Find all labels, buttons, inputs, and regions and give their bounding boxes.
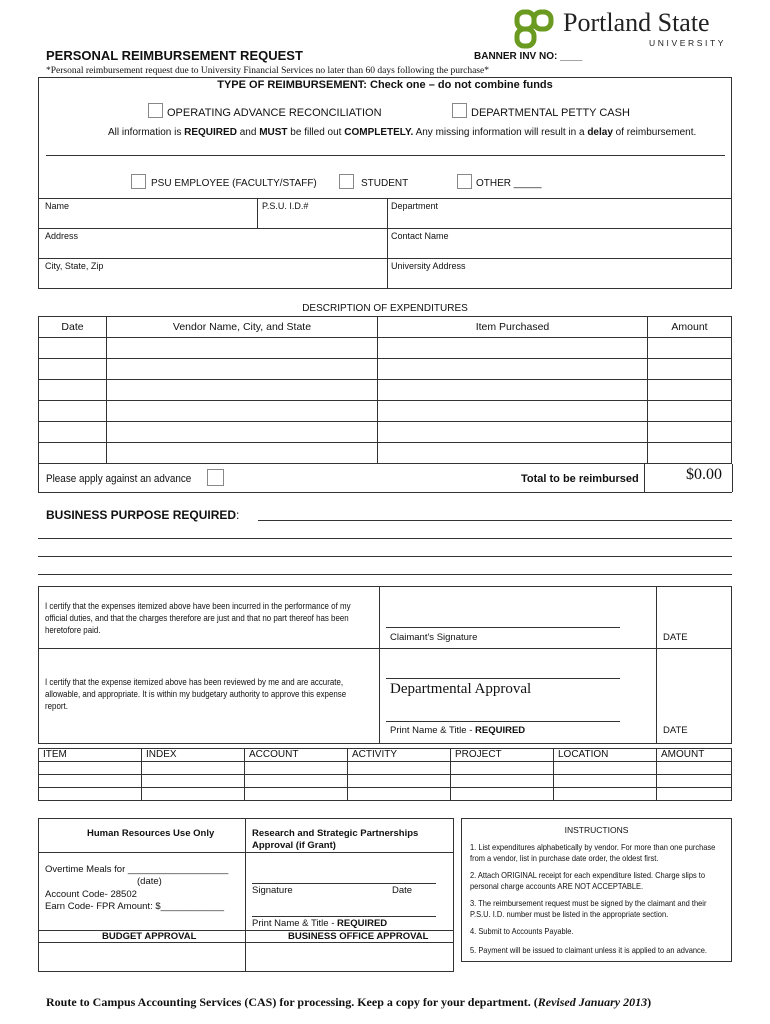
cert-col-line-1: [379, 586, 380, 744]
date-cell[interactable]: [39, 401, 107, 422]
expenditures-title: DESCRIPTION OF EXPENDITURES: [302, 303, 468, 314]
vendor-cell[interactable]: [107, 359, 378, 380]
advance-label-text: Please apply against an advance: [46, 473, 192, 485]
req-i: of reimbursement.: [612, 127, 697, 138]
table-row: [39, 401, 732, 422]
section-divider: [46, 155, 725, 156]
footer-text: Route to Campus Accounting Services (CAS) for processing. Keep a copy for your department. (: [46, 995, 538, 1009]
table-row: [39, 443, 732, 464]
address-label: Address: [45, 231, 79, 241]
psu-id-field[interactable]: [262, 201, 308, 211]
payee-row-line-2: [38, 258, 732, 259]
logo-mark-icon: [513, 9, 557, 51]
purpose-label: [46, 508, 239, 522]
psu-logo: [513, 9, 728, 51]
overtime-text: Overtime Meals for ___________________: [45, 864, 229, 875]
petty-cash-checkbox[interactable]: [452, 103, 467, 118]
business-approval: BUSINESS OFFICE APPROVAL: [288, 931, 429, 942]
univ-address-label: University Address: [391, 261, 466, 271]
item-cell[interactable]: [378, 422, 648, 443]
vendor-cell[interactable]: [107, 380, 378, 401]
due-note: *Personal reimbursement request due to University Financial Services no later than 60 days following the purchase*: [46, 66, 489, 76]
req-a: All information is: [108, 127, 185, 138]
col-project: PROJECT: [451, 749, 554, 762]
hr-date-label: (date): [137, 876, 162, 887]
claimant-signature-label: Claimant's Signature: [390, 632, 478, 643]
payee-grid-top: [38, 198, 732, 199]
coding-cell[interactable]: [142, 788, 245, 801]
certify-text-2: I certify that the expense itemized above has been reviewed by me and are accurate, allowable, and appropriate. It is within my budgetary authority to approve this expense report.: [45, 677, 347, 711]
univ-address-field[interactable]: [391, 261, 466, 271]
other-checkbox[interactable]: [457, 174, 472, 189]
col-date: Date: [39, 317, 107, 338]
req-h: delay: [587, 127, 613, 138]
rsp-date-label: Date: [392, 885, 413, 896]
print-name-text: Print Name & Title -: [390, 725, 475, 736]
expenditures-table: [38, 316, 732, 464]
item-cell[interactable]: [378, 338, 648, 359]
banner-inv-field[interactable]: ____: [560, 51, 583, 62]
col-item: Item Purchased: [378, 317, 648, 338]
other-label-text: OTHER: [476, 178, 511, 189]
table-row: [39, 380, 732, 401]
coding-cell[interactable]: [245, 762, 348, 775]
student-checkbox[interactable]: [339, 174, 354, 189]
table-row: [39, 359, 732, 380]
purpose-line-1[interactable]: [258, 520, 732, 521]
name-field[interactable]: [45, 201, 69, 211]
claimant-signature-line[interactable]: [386, 627, 620, 628]
col-activity: ACTIVITY: [348, 749, 451, 762]
print-name-label: [390, 725, 525, 736]
form-title: PERSONAL REIMBURSEMENT REQUEST: [46, 48, 303, 63]
employee-checkbox[interactable]: [131, 174, 146, 189]
coding-cell[interactable]: [451, 788, 554, 801]
coding-cell[interactable]: [554, 775, 657, 788]
advance-checkbox[interactable]: [207, 469, 224, 486]
vendor-cell[interactable]: [107, 422, 378, 443]
footer-close: ): [647, 995, 652, 1009]
purpose-line-3[interactable]: [38, 556, 732, 557]
amount-cell[interactable]: [648, 380, 732, 401]
payee-row-line-1: [38, 228, 732, 229]
rsp-print-text: Print Name & Title -: [252, 918, 337, 929]
date-label-1: DATE: [663, 632, 688, 643]
banner-label-text: BANNER INV NO:: [474, 51, 558, 62]
vendor-cell[interactable]: [107, 338, 378, 359]
date-label-2: DATE: [663, 725, 688, 736]
total-row-bottom: [38, 492, 732, 493]
rsp-print-label: [252, 918, 387, 929]
amount-cell[interactable]: [648, 359, 732, 380]
item-cell[interactable]: [378, 359, 648, 380]
instruction-3: 3. The reimbursement request must be signed by the claimant and their P.S.U. I.D. number must be listed in the appropriate section.: [470, 898, 707, 919]
instruction-1: 1. List expenditures alphabetically by vendor. For more than one purchase from a vendor, list in purchase date order, the oldest first.: [470, 842, 716, 863]
approval-signature-line[interactable]: [386, 678, 620, 679]
amount-cell[interactable]: [648, 422, 732, 443]
col-location: LOCATION: [554, 749, 657, 762]
certify-text-1: I certify that the expenses itemized above have been incurred in the performance of my official duties, and that the charges therefore are just and that no part thereof has been heretofore paid.: [45, 601, 351, 635]
instruction-4: 4. Submit to Accounts Payable.: [470, 926, 574, 936]
item-cell[interactable]: [378, 401, 648, 422]
hr-title: Human Resources Use Only: [87, 828, 215, 839]
req-e: be filled out: [287, 127, 345, 138]
total-label: Total to be reimbursed: [521, 473, 639, 485]
contact-field[interactable]: [391, 231, 449, 241]
purpose-colon: :: [236, 508, 240, 522]
logo-sub: UNIVERSITY: [649, 38, 727, 48]
petty-cash-label: DEPARTMENTAL PETTY CASH: [471, 107, 630, 119]
col-item-code: ITEM: [39, 749, 142, 762]
instructions-title: INSTRUCTIONS: [564, 825, 629, 835]
coding-cell[interactable]: [554, 788, 657, 801]
cert-col-line-2: [656, 586, 657, 744]
rsp-title: Research and Strategic Partnerships Approval (if Grant): [252, 828, 419, 851]
rsp-signature-label: Signature: [252, 885, 293, 896]
psu-id-label: P.S.U. I.D.#: [262, 201, 309, 211]
coding-cell[interactable]: [142, 775, 245, 788]
col-amount: Amount: [648, 317, 732, 338]
city-label: City, State, Zip: [45, 261, 104, 271]
total-amount-sep: [644, 464, 645, 492]
student-label: STUDENT: [361, 178, 409, 189]
col-index: INDEX: [142, 749, 245, 762]
footer-note: [46, 995, 651, 1010]
req-c: and: [236, 127, 260, 138]
expenditures-header-row: [39, 317, 732, 338]
coding-cell[interactable]: [39, 762, 142, 775]
col-vendor: Vendor Name, City, and State: [107, 317, 378, 338]
approvals-header-line: [38, 852, 454, 853]
operating-advance-checkbox[interactable]: [148, 103, 163, 118]
payee-col-line-2: [387, 198, 388, 288]
name-label: Name: [45, 201, 70, 211]
date-cell[interactable]: [39, 359, 107, 380]
table-row: [39, 422, 732, 443]
contact-label: Contact Name: [391, 231, 449, 241]
coding-cell[interactable]: [451, 762, 554, 775]
other-label: [476, 178, 542, 189]
approvals-footer-line-bottom: [38, 942, 454, 943]
amount-cell[interactable]: [648, 338, 732, 359]
coding-cell[interactable]: [348, 775, 451, 788]
address-field[interactable]: [45, 231, 78, 241]
required-note: [108, 127, 696, 138]
banner-label: [474, 51, 582, 62]
table-row: [39, 762, 732, 775]
table-row: [39, 788, 732, 801]
logo-name: Portland State: [563, 8, 710, 37]
coding-cell[interactable]: [451, 775, 554, 788]
coding-cell[interactable]: [348, 788, 451, 801]
account-code: Account Code- 28502: [45, 889, 137, 900]
date-cell[interactable]: [39, 422, 107, 443]
purpose-label-text: BUSINESS PURPOSE REQUIRED: [46, 508, 237, 522]
instruction-2: 2. Attach ORIGINAL receipt for each expenditure listed. Charge slips to personal charge accounts ARE NOT ACCEPTABLE.: [470, 870, 706, 891]
coding-cell[interactable]: [554, 762, 657, 775]
coding-cell[interactable]: [657, 775, 732, 788]
coding-cell[interactable]: [348, 762, 451, 775]
overtime-field[interactable]: [45, 864, 228, 875]
rsp-print-line[interactable]: [252, 916, 436, 917]
req-d: MUST: [259, 127, 288, 138]
departmental-approval: Departmental Approval: [390, 681, 532, 697]
rsp-print-required: REQUIRED: [337, 918, 388, 929]
type-title: TYPE OF REIMBURSEMENT: Check one – do not combine funds: [217, 79, 553, 91]
print-required: REQUIRED: [475, 725, 526, 736]
total-value: $0.00: [686, 466, 722, 483]
advance-label: [46, 473, 207, 485]
coding-cell[interactable]: [657, 788, 732, 801]
coding-header-row: [39, 749, 732, 762]
item-cell[interactable]: [378, 380, 648, 401]
coding-cell[interactable]: [39, 788, 142, 801]
payee-col-line-1: [257, 198, 258, 228]
coding-cell[interactable]: [245, 788, 348, 801]
rsp-signature-line[interactable]: [252, 883, 436, 884]
coding-cell[interactable]: [142, 762, 245, 775]
department-field[interactable]: [391, 201, 438, 211]
amount-cell[interactable]: [648, 443, 732, 464]
total-row-right: [732, 464, 733, 492]
city-field[interactable]: [45, 261, 103, 271]
budget-approval: BUDGET APPROVAL: [102, 931, 197, 942]
req-b: REQUIRED: [184, 127, 237, 138]
earn-field[interactable]: [45, 901, 224, 912]
total-row-left: [38, 464, 39, 492]
department-label: Department: [391, 201, 439, 211]
cert-divider: [38, 648, 732, 649]
coding-cell[interactable]: [245, 775, 348, 788]
instruction-5: 5. Payment will be issued to claimant unless it is applied to an advance.: [470, 945, 708, 955]
req-g: Any missing information will result in a: [413, 127, 588, 138]
date-cell[interactable]: [39, 380, 107, 401]
approvals-col-line: [245, 818, 246, 972]
footer-revised: Revised January 2013: [537, 995, 648, 1009]
employee-label: PSU EMPLOYEE (FACULTY/STAFF): [151, 178, 317, 189]
earn-text: Earn Code- FPR Amount: $____________: [45, 901, 225, 912]
coding-cell[interactable]: [657, 762, 732, 775]
amount-cell[interactable]: [648, 401, 732, 422]
table-row: [39, 775, 732, 788]
operating-advance-label: OPERATING ADVANCE RECONCILIATION: [167, 107, 382, 119]
date-cell[interactable]: [39, 443, 107, 464]
item-cell[interactable]: [378, 443, 648, 464]
coding-table: [38, 748, 732, 801]
date-cell[interactable]: [39, 338, 107, 359]
vendor-cell[interactable]: [107, 443, 378, 464]
purpose-line-4[interactable]: [38, 574, 732, 575]
coding-cell[interactable]: [39, 775, 142, 788]
col-amount-code: AMOUNT: [657, 749, 732, 762]
req-f: COMPLETELY.: [344, 127, 414, 138]
purpose-line-2[interactable]: [38, 538, 732, 539]
table-row: [39, 338, 732, 359]
col-account: ACCOUNT: [245, 749, 348, 762]
vendor-cell[interactable]: [107, 401, 378, 422]
print-name-line[interactable]: [386, 721, 620, 722]
other-field[interactable]: _____: [513, 178, 542, 189]
